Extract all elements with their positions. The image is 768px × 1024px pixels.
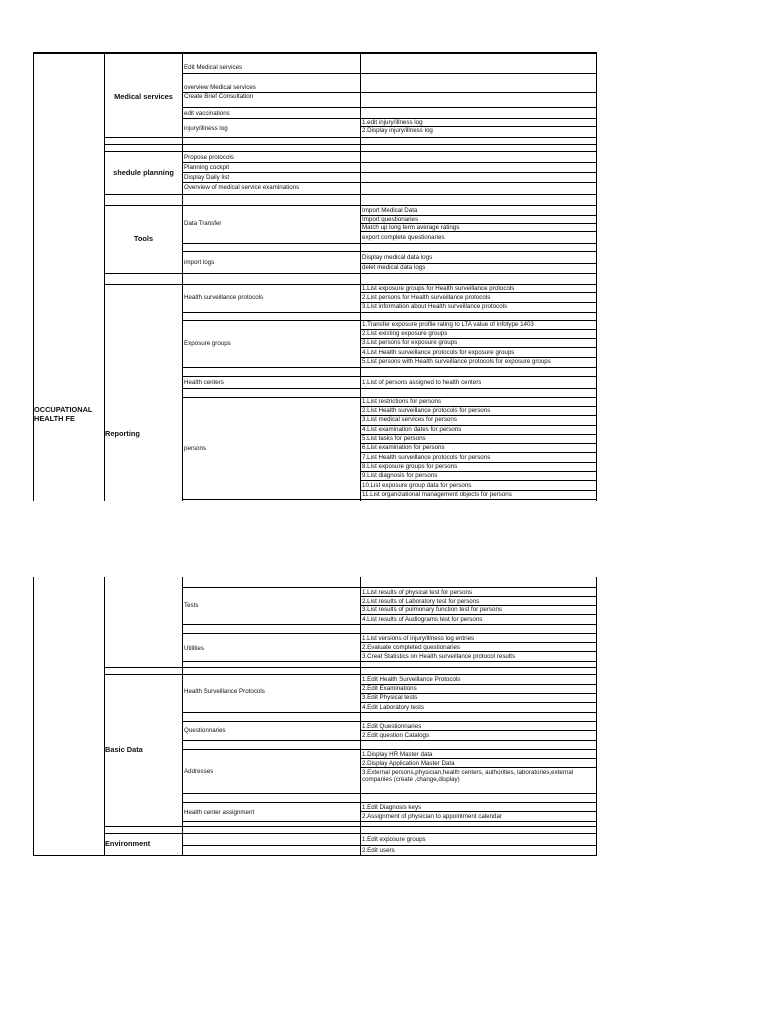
action-item[interactable]: 3.Creat Statistics on Health surveillance protocol results [362,653,516,660]
row-line [104,144,597,145]
action-item[interactable]: 10.List exposure group data for persons [362,482,472,489]
group-label-tools: Tools [133,234,154,243]
group-label-reporting: Reporting [105,429,140,438]
row-line [182,721,597,722]
action-item[interactable]: 1.List of persons assigned to health centers [362,379,482,386]
action-item[interactable]: 1.List versions of injury/illness log entries [362,635,475,642]
row-line [360,231,597,232]
action-item[interactable]: 1.edit injury/illness log [362,119,423,126]
group-label-schedule-planning: shedule planning [113,168,174,177]
row-line [182,107,597,108]
menu-item[interactable]: Health surveillance protocols [184,294,264,301]
row-line [104,137,597,138]
action-item[interactable]: 2.Edit users [362,847,395,854]
menu-item[interactable]: import logs [184,259,215,266]
row-line [182,712,597,713]
action-item[interactable]: 2.List persons for Health surveillance protocols [362,294,491,301]
menu-item[interactable]: Addresses [184,768,214,775]
action-item[interactable]: Match up long term average ratings [362,224,460,231]
row-line [360,452,597,453]
action-item[interactable]: 11.List organizational management objects for persons [362,491,512,498]
group-label-environment: Environment [105,839,151,848]
menu-item[interactable]: Health center assignment [184,809,255,816]
action-item[interactable]: 4.List Health surveillance protocols for exposure groups [362,349,515,356]
row-line [182,793,597,794]
action-item[interactable]: 4.Edit Laboratory tests [362,704,424,711]
row-line [360,642,597,643]
bottom-border [33,855,597,856]
row-line [182,172,597,173]
row-line [182,740,597,741]
action-item[interactable]: 5.List persons with Health surveillance protocols for exposure groups [362,358,551,365]
row-line [360,651,597,652]
action-item[interactable]: 5.List tasks for persons [362,435,426,442]
action-item[interactable]: Import Medical Data [362,207,418,214]
action-item[interactable]: 2.Assignment of physician to appointment calendar [362,813,502,820]
action-item[interactable]: Import questionaries [362,216,419,223]
row-line [182,162,597,163]
action-item[interactable]: Display medical data logs [362,254,433,261]
row-line [182,182,597,183]
action-item[interactable]: delet medical data logs [362,264,426,271]
row-line [182,73,597,74]
menu-item[interactable]: edit vaccinations [184,110,230,117]
action-item[interactable]: 1.List restrictions for persons [362,398,442,405]
action-item[interactable]: 1.List exposure groups for Health surveillance protocols [362,285,515,292]
row-line [182,376,597,377]
action-item[interactable]: 1.Edit Diagnosis keys [362,804,422,811]
menu-item[interactable]: Exposure groups [184,340,231,347]
menu-item[interactable]: Health centers [184,379,224,386]
col-border-a [33,577,34,856]
col-border-c [182,577,183,856]
action-item[interactable]: 1.Edit Questionnaries [362,723,422,730]
row-line [182,624,597,625]
menu-item[interactable]: Utilities [184,645,204,652]
group-label-basic-data: Basic Data [105,745,143,754]
action-item[interactable]: 7.List Health surveillance protocols for persons [362,454,491,461]
action-item[interactable]: 3.Edit Physical tests [362,694,418,701]
row-line [182,661,597,662]
action-item[interactable]: 3.External persons,physician,health centers, authorities, laboratories,external companies (create ,change,display) [362,769,574,783]
action-item[interactable]: 4.List examination dates for persons [362,426,462,433]
top-border [33,52,597,54]
action-item[interactable]: 4.List results of Audiograms test for persons [362,616,483,623]
row-line [360,347,597,348]
menu-item[interactable]: Planning cockpit [184,164,230,171]
action-item[interactable]: 3.List persons for exposure groups [362,339,458,346]
action-item[interactable]: 2.Evaluate completed questionaries [362,644,461,651]
row-line [360,292,597,293]
row-line [182,499,597,500]
action-item[interactable]: 2.Edit question Catalogs [362,732,430,739]
col-border-c [182,53,183,501]
action-item[interactable]: 2.Display injury/illness log [362,127,433,134]
row-line [360,614,597,615]
row-line [104,194,597,195]
action-item[interactable]: 3.List results of pulmonary function test for persons [362,606,502,613]
row-line [360,811,597,812]
menu-item[interactable]: persons [184,445,207,452]
row-line [104,284,597,285]
row-line [182,587,597,588]
menu-item[interactable]: Propose protocols [184,154,234,161]
row-line [182,633,597,634]
row-line [104,674,597,675]
action-item[interactable]: 2.List results of Laboratory test for persons [362,598,480,605]
menu-item[interactable]: Display Daily list [184,174,230,181]
action-item[interactable]: 2.List existing exposure groups [362,330,448,337]
col-border-a [33,53,34,501]
action-item[interactable]: 1.Display HR Master data [362,751,433,758]
action-item[interactable]: 1.Transfer exposure profile rating to LTA value of infotype 1403 [362,321,534,328]
row-line [360,730,597,731]
action-item[interactable]: 3.List information about Health surveillance protocols [362,303,508,310]
action-item[interactable]: 2.Edit Examinations [362,685,417,692]
menu-item[interactable]: injury/illness log [184,125,228,132]
menu-item[interactable]: Edit Medical services [184,64,243,71]
action-item[interactable]: 8.List exposure groups for persons [362,463,458,470]
row-line [182,251,597,252]
row-line [104,273,597,274]
row-line [182,821,597,822]
row-line [360,480,597,481]
row-line [104,151,597,152]
row-line [182,243,597,244]
row-line [360,758,597,759]
action-item[interactable]: 2.Display Application Master Data [362,760,455,767]
row-line [104,205,597,206]
menu-item[interactable]: Overview of medical service examinations [184,184,300,191]
row-line [360,767,597,768]
menu-item[interactable]: Health Surveillance Protocols [184,688,265,695]
col-border-d [360,577,361,856]
row-line [182,367,597,368]
action-item[interactable]: 2.List Health surveillance protocols for persons [362,407,491,414]
row-line [104,826,597,827]
menu-item[interactable]: overview Medical services [184,84,256,91]
menu-item[interactable]: Questionnaries [184,727,226,734]
col-border-b [104,577,105,856]
row-line [104,667,597,668]
action-item[interactable]: export complete questionaries [362,234,445,241]
menu-item[interactable]: Create Brief Consultation [184,93,254,100]
row-line [182,312,597,313]
row-line [104,833,597,834]
row-line [182,388,597,389]
row-line [182,845,597,846]
top-label: OCCUPATIONAL HEALTH FE [34,405,93,423]
col-border-e [596,577,597,856]
action-item[interactable]: 6.List examination for persons [362,444,445,451]
row-line [360,596,597,597]
action-item[interactable]: 3.List medical services for persons [362,416,457,423]
action-item[interactable]: 9.List diagnosis for persons [362,472,438,479]
row-line [182,749,597,750]
action-item[interactable]: 1.Edit exposure groups [362,836,426,843]
group-label-medical-services: Medical services [114,92,173,101]
row-line [360,702,597,703]
menu-item[interactable]: Data Transfer [184,220,222,227]
action-item[interactable]: 1.List results of physical test for persons [362,589,473,596]
row-line [182,802,597,803]
action-item[interactable]: 1.Edit Health Surveillance Protocols [362,676,461,683]
menu-item[interactable]: Tests [184,602,199,609]
